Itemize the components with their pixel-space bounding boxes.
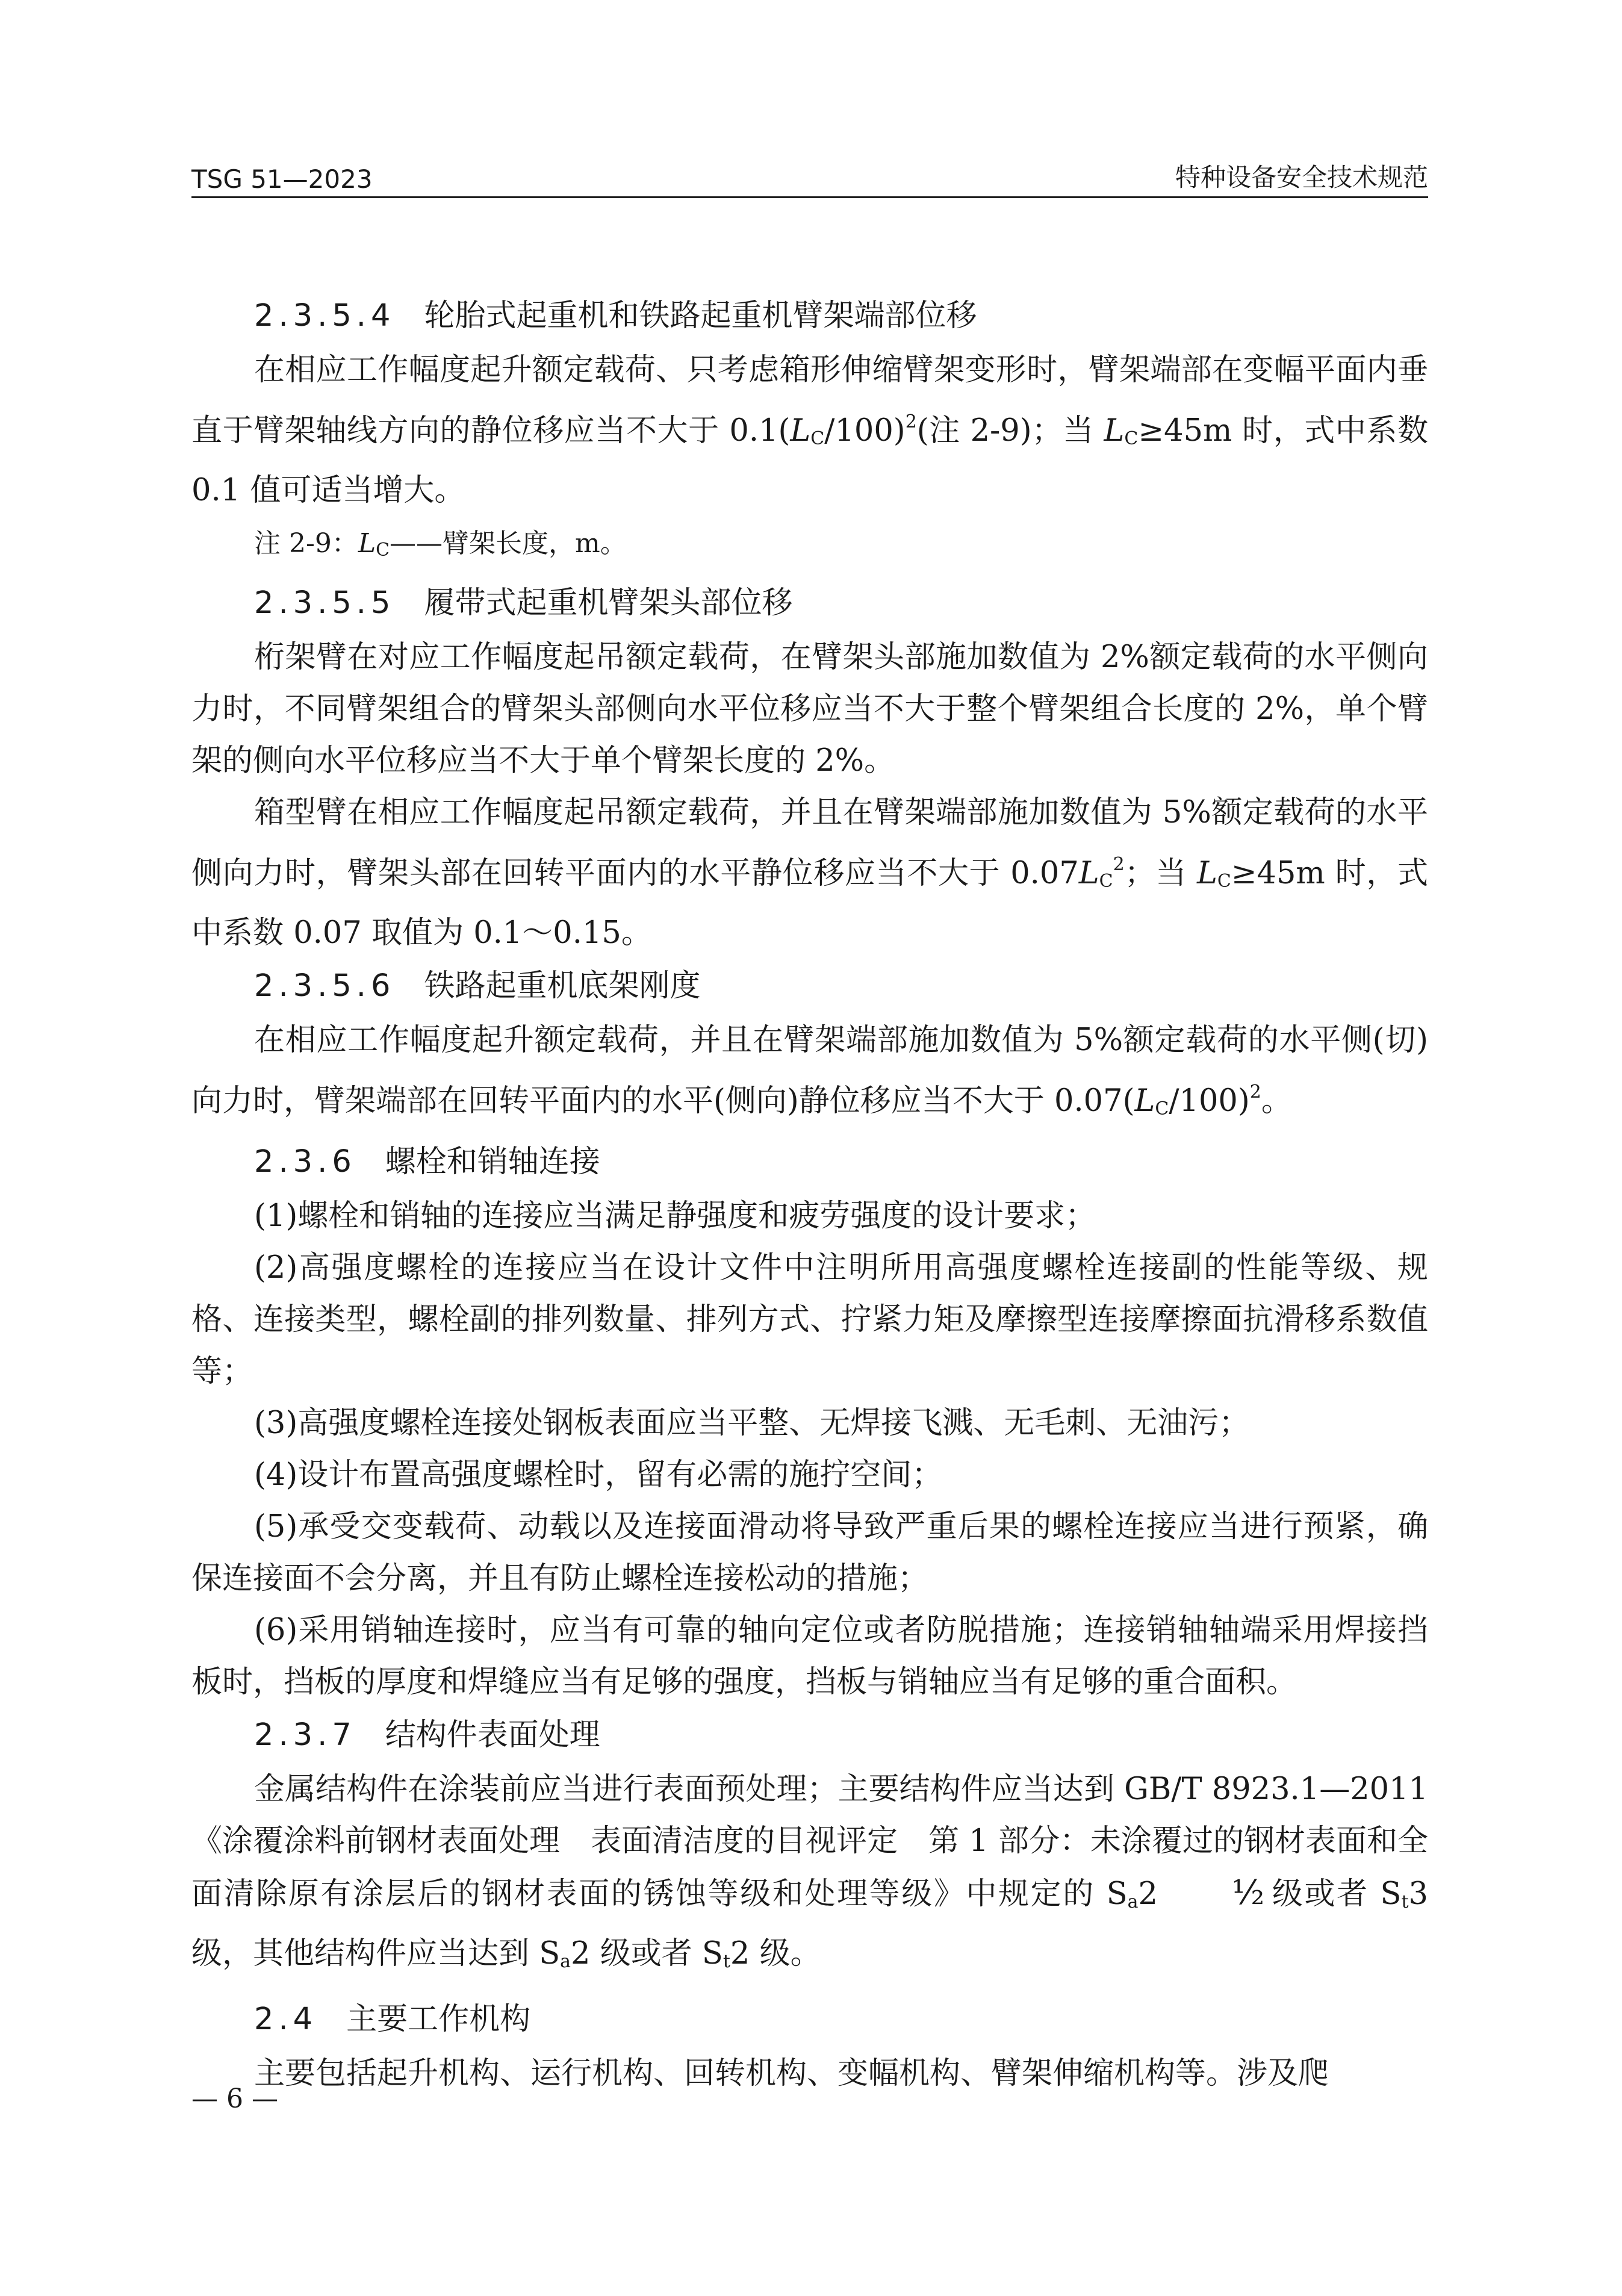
- paragraph: 在相应工作幅度起升额定载荷，并且在臂架端部施加数值为 5%额定载荷的水平侧(切)向力时，臂架端部在回转平面内的水平(侧向)静位移应当不大于 $0.07(L_C/100)^2$。: [191, 1022, 1428, 1119]
- section-heading: 2.3.5.5 履带式起重机臂架头部位移: [254, 585, 793, 621]
- paragraph: 在相应工作幅度起升额定载荷、只考虑箱形伸缩臂架变形时，臂架端部在变幅平面内垂直于臂架轴线方向的静位移应当不大于 $0.1(L_C/100)^2$(注 2-9)；当 $L_C\ge 45m$ 时，式中系数 0.1 值可适当增大。: [191, 352, 1428, 508]
- paragraph: 箱型臂在相应工作幅度起吊额定载荷，并且在臂架端部施加数值为 5%额定载荷的水平侧向力时，臂架头部在回转平面内的水平静位移应当不大于 $0.07L_C^2$；当 $L_C\ge 45m$ 时，式中系数 0.07 取值为 0.1～0.15。: [191, 795, 1428, 951]
- section-heading: 2.4 主要工作机构: [254, 2002, 531, 2037]
- note: 注 2-9：$L_C——$臂架长度，m。: [254, 528, 627, 561]
- paragraph: 主要包括起升机构、运行机构、回转机构、变幅机构、臂架伸缩机构等。涉及爬: [254, 2056, 1329, 2091]
- section-heading: 2.3.7 结构件表面处理: [254, 1717, 600, 1753]
- list-item: (5)承受交变载荷、动载以及连接面滑动将导致严重后果的螺栓连接应当进行预紧，确保连接面不会分离，并且有防止螺栓连接松动的措施；: [191, 1509, 1428, 1596]
- list-item: (3)高强度螺栓连接处钢板表面应当平整、无焊接飞溅、无毛刺、无油污；: [254, 1405, 1250, 1441]
- section-heading: 2.3.5.4 轮胎式起重机和铁路起重机臂架端部位移: [254, 298, 977, 334]
- list-item: (4)设计布置高强度螺栓时，留有必需的施拧空间；: [254, 1457, 943, 1493]
- standard-code: TSG 51—2023: [191, 164, 373, 194]
- header-title: 特种设备安全技术规范: [1175, 163, 1428, 192]
- page-header: [191, 152, 1428, 194]
- list-item: (1)螺栓和销轴的连接应当满足静强度和疲劳强度的设计要求；: [254, 1198, 1096, 1234]
- list-item: (2)高强度螺栓的连接应当在设计文件中注明所用高强度螺栓连接副的性能等级、规格、连接类型，螺栓副的排列数量、排列方式、拧紧力矩及摩擦型连接摩擦面抗滑移系数值等；: [191, 1250, 1428, 1389]
- section-heading: 2.3.6 螺栓和销轴连接: [254, 1144, 600, 1180]
- document-body: [191, 289, 1428, 2100]
- section-heading: 2.3.5.6 铁路起重机底架刚度: [254, 968, 701, 1004]
- paragraph: 桁架臂在对应工作幅度起吊额定载荷，在臂架头部施加数值为 2%额定载荷的水平侧向力时，不同臂架组合的臂架头部侧向水平位移应当不大于整个臂架组合长度的 2%，单个臂架的侧向水平位移应当不大于单个臂架长度的 2%。: [191, 639, 1428, 779]
- page-number: — 6 —: [191, 2083, 278, 2114]
- list-item: (6)采用销轴连接时，应当有可靠的轴向定位或者防脱措施；连接销轴轴端采用焊接挡板时，挡板的厚度和焊缝应当有足够的强度，挡板与销轴应当有足够的重合面积。: [191, 1613, 1428, 1700]
- paragraph: 金属结构件在涂装前应当进行表面预处理；主要结构件应当达到 GB/T 8923.1—2011《涂覆涂料前钢材表面处理 表面清洁度的目视评定 第 1 部分：未涂覆过的钢材表面和全面清除原有涂层后的钢材表面的锈蚀等级和处理等级》中规定的 $S_a2$ ½ 级或者 $S_t3$ 级，其他结构件应当达到 $S_a2$ 级或者 $S_t2$ 级。: [191, 1772, 1428, 1972]
- header-rule: [191, 196, 1428, 198]
